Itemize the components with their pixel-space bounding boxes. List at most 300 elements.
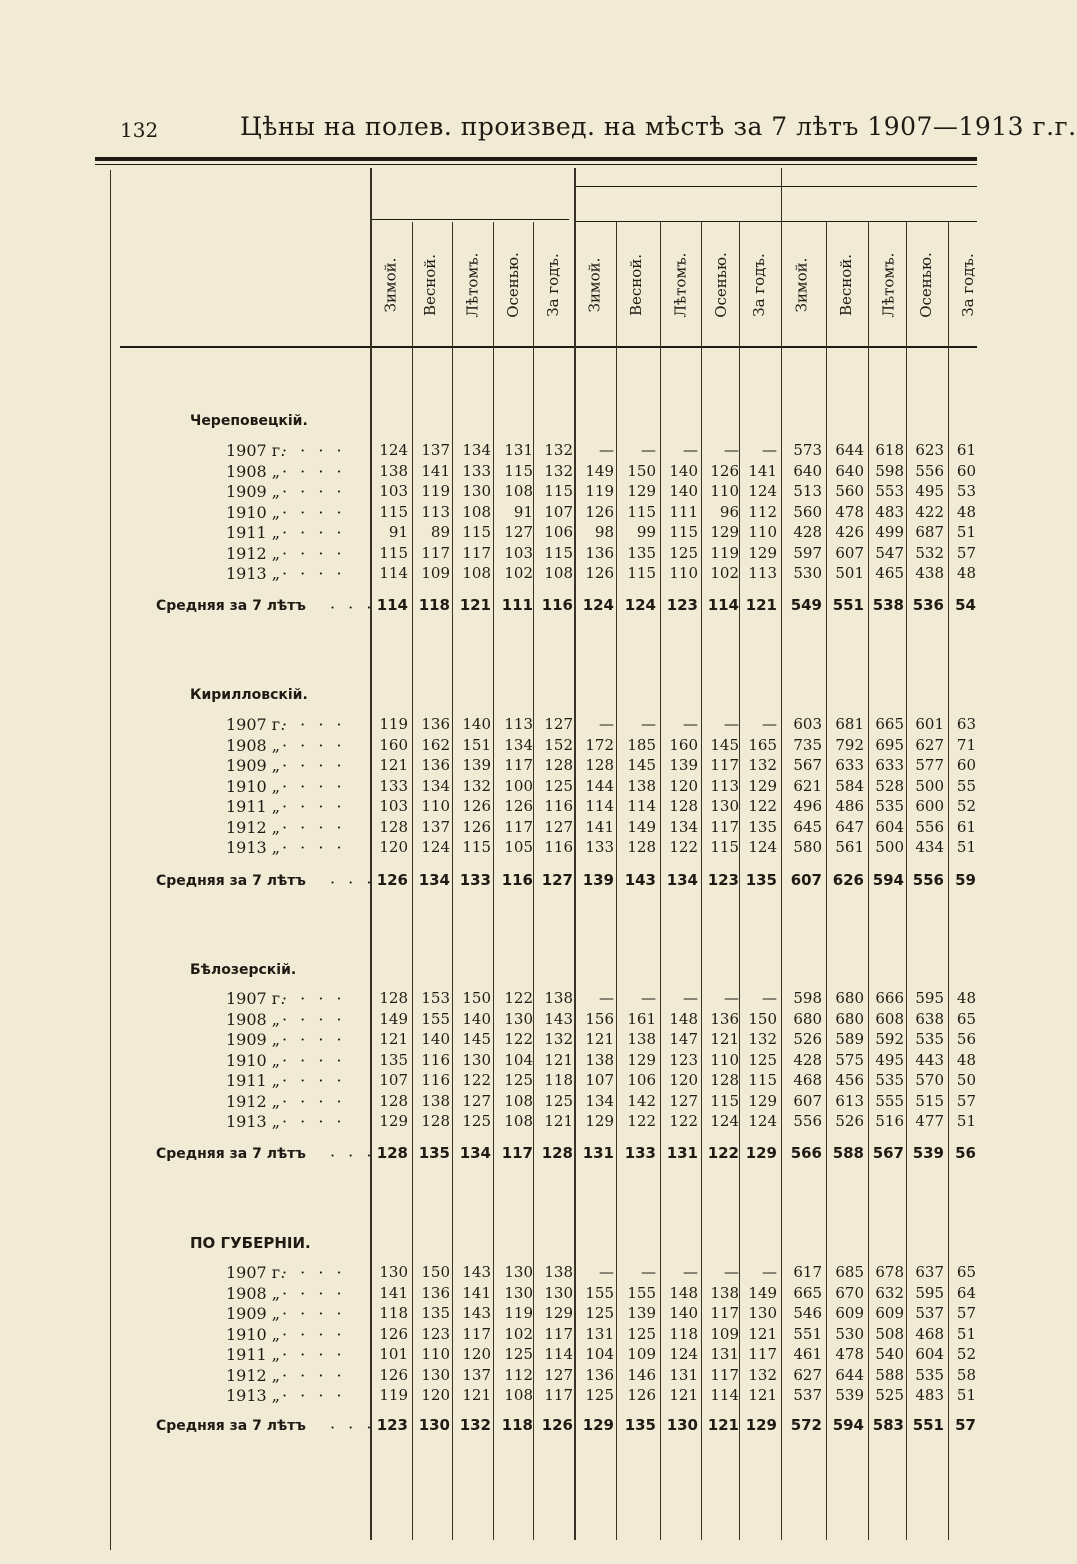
table-cell: 597 <box>793 543 822 562</box>
table-cell: 117 <box>710 1304 739 1322</box>
section-title: ПО ГУБЕРНІИ. <box>190 1234 311 1252</box>
table-cell: 130 <box>504 1283 533 1302</box>
column-header-label: Зимой. <box>792 257 810 313</box>
table-cell: 51 <box>956 838 976 856</box>
table-cell: 172 <box>585 735 614 754</box>
average-cell: 129 <box>745 1144 777 1162</box>
table-cell: 118 <box>544 1071 573 1089</box>
table-cell: — <box>641 1263 656 1281</box>
table-cell: 115 <box>462 838 491 856</box>
average-cell: 131 <box>666 1144 698 1162</box>
table-cell: 110 <box>748 523 777 541</box>
table-cell: 127 <box>544 817 573 836</box>
table-cell: 477 <box>915 1112 944 1130</box>
table-cell: 108 <box>504 482 533 500</box>
average-cell: 127 <box>541 871 573 889</box>
table-cell: 48 <box>956 1050 976 1069</box>
table-cell: 150 <box>627 461 656 480</box>
table-cell: 125 <box>504 1345 533 1363</box>
table-cell: 136 <box>585 1365 614 1384</box>
table-cell: 121 <box>379 1030 408 1048</box>
table-cell: 128 <box>379 817 408 836</box>
average-cell: 135 <box>418 1144 450 1162</box>
table-cell: 121 <box>748 1386 777 1404</box>
table-cell: 584 <box>835 776 864 795</box>
leader-dots: · · · · <box>282 1050 346 1070</box>
average-cell: 118 <box>418 596 450 614</box>
table-cell: 117 <box>748 1345 777 1363</box>
average-cell: 117 <box>501 1144 533 1162</box>
table-cell: 117 <box>710 1365 739 1384</box>
table-cell: 483 <box>875 502 904 521</box>
table-cell: 134 <box>669 817 698 836</box>
muka-subrule <box>574 186 977 187</box>
table-cell: 608 <box>875 1009 904 1028</box>
table-cell: 145 <box>627 756 656 774</box>
table-cell: — <box>762 715 777 733</box>
leader-dots: · · · · <box>282 1283 346 1303</box>
average-cell: 130 <box>666 1416 698 1434</box>
table-cell: 102 <box>710 564 739 582</box>
average-cell: 551 <box>832 596 864 614</box>
table-cell: 106 <box>544 523 573 541</box>
leader-dots: · · · · <box>282 1365 346 1385</box>
average-cell: 59 <box>955 871 976 889</box>
table-cell: 609 <box>835 1304 864 1322</box>
table-cell: 151 <box>462 735 491 754</box>
table-cell: 107 <box>544 502 573 521</box>
table-cell: 124 <box>748 1112 777 1130</box>
table-cell: 126 <box>504 797 533 815</box>
table-cell: 623 <box>915 441 944 459</box>
table-cell: 110 <box>669 564 698 582</box>
table-cell: 153 <box>421 989 450 1007</box>
table-cell: 110 <box>421 1345 450 1363</box>
table-cell: 130 <box>544 1283 573 1302</box>
table-cell: 132 <box>748 1030 777 1048</box>
column-header-spring <box>410 230 450 340</box>
table-cell: 115 <box>710 1091 739 1110</box>
table-cell: 130 <box>462 1050 491 1069</box>
table-cell: 560 <box>835 482 864 500</box>
table-cell: 141 <box>585 817 614 836</box>
table-cell: 130 <box>504 1263 533 1281</box>
year-label: 1911 „ <box>226 523 281 542</box>
table-cell: 148 <box>669 1009 698 1028</box>
table-cell: 125 <box>462 1112 491 1130</box>
table-cell: 60 <box>956 756 976 774</box>
table-cell: 104 <box>504 1050 533 1069</box>
table-cell: 48 <box>956 564 976 582</box>
table-cell: 104 <box>585 1345 614 1363</box>
table-cell: 125 <box>544 1091 573 1110</box>
year-label: 1907 г. <box>226 441 286 460</box>
year-label: 1907 г. <box>226 989 286 1008</box>
average-cell: 57 <box>955 1416 976 1434</box>
table-cell: 132 <box>748 756 777 774</box>
table-cell: 51 <box>956 1386 976 1404</box>
table-cell: 530 <box>793 564 822 582</box>
table-cell: 115 <box>379 502 408 521</box>
table-cell: — <box>641 989 656 1007</box>
table-cell: 124 <box>421 838 450 856</box>
leader-dots: · · · · <box>282 817 346 837</box>
column-header-label: Весной. <box>837 253 856 317</box>
table-cell: 145 <box>462 1030 491 1048</box>
column-header-spring <box>826 230 866 340</box>
table-cell: 131 <box>710 1345 739 1363</box>
table-cell: 131 <box>669 1365 698 1384</box>
year-label: 1910 „ <box>226 1050 281 1070</box>
table-cell: 125 <box>504 1071 533 1089</box>
table-cell: 138 <box>379 461 408 480</box>
table-cell: 555 <box>875 1091 904 1110</box>
table-cell: 138 <box>421 1091 450 1110</box>
average-cell: 121 <box>707 1416 739 1434</box>
table-cell: 598 <box>793 989 822 1007</box>
table-cell: 116 <box>421 1050 450 1069</box>
table-cell: 422 <box>915 502 944 521</box>
table-cell: 108 <box>462 564 491 582</box>
table-cell: 113 <box>504 715 533 733</box>
table-cell: 537 <box>793 1386 822 1404</box>
year-label: 1910 „ <box>226 502 281 522</box>
average-cell: 128 <box>376 1144 408 1162</box>
table-cell: 120 <box>669 776 698 795</box>
table-cell: 122 <box>669 1112 698 1130</box>
table-cell: 114 <box>379 564 408 582</box>
table-cell: 687 <box>915 523 944 541</box>
column-header-spring <box>616 230 656 340</box>
average-cell: 118 <box>501 1416 533 1434</box>
table-cell: 500 <box>915 776 944 795</box>
column-header-summer <box>868 230 908 340</box>
table-cell: 140 <box>669 1304 698 1322</box>
table-cell: 139 <box>627 1304 656 1322</box>
table-cell: 546 <box>793 1304 822 1322</box>
table-cell: 48 <box>956 502 976 521</box>
column-header-label: Лѣтомъ. <box>671 252 689 318</box>
page-title: Цѣны на полев. произвед. на мѣстѣ за 7 лѣтъ 1907—1913 г.г. <box>240 112 1077 141</box>
leader-dots: · · · · <box>282 756 346 775</box>
table-cell: 48 <box>956 989 976 1007</box>
average-cell: 143 <box>624 871 656 889</box>
table-cell: 150 <box>748 1009 777 1028</box>
table-cell: 146 <box>627 1365 656 1384</box>
average-cell: 135 <box>745 871 777 889</box>
table-cell: 126 <box>462 817 491 836</box>
table-cell: 128 <box>710 1071 739 1089</box>
table-cell: 621 <box>793 776 822 795</box>
pud-subrule <box>574 221 977 222</box>
table-cell: 130 <box>379 1263 408 1281</box>
table-cell: 135 <box>748 817 777 836</box>
table-cell: 61 <box>956 817 976 836</box>
table-cell: 577 <box>915 756 944 774</box>
table-cell: 130 <box>421 1365 450 1384</box>
average-cell: 549 <box>790 596 822 614</box>
table-cell: — <box>762 989 777 1007</box>
table-cell: 117 <box>462 543 491 562</box>
table-cell: 91 <box>513 502 533 521</box>
average-cell: 123 <box>666 596 698 614</box>
table-cell: 126 <box>627 1386 656 1404</box>
table-cell: 115 <box>504 461 533 480</box>
table-cell: 119 <box>504 1304 533 1322</box>
top-rule-thick <box>95 157 977 161</box>
column-header-autumn <box>906 230 946 340</box>
table-cell: 535 <box>915 1030 944 1048</box>
table-cell: 117 <box>710 817 739 836</box>
column-header-winter <box>370 230 410 340</box>
table-cell: 119 <box>585 482 614 500</box>
table-cell: 508 <box>875 1324 904 1343</box>
table-cell: 486 <box>835 797 864 815</box>
table-cell: 499 <box>875 523 904 541</box>
table-cell: 678 <box>875 1263 904 1281</box>
table-cell: 680 <box>835 989 864 1007</box>
year-label: 1913 „ <box>226 564 281 583</box>
table-cell: 96 <box>719 502 739 521</box>
average-cell: 135 <box>624 1416 656 1434</box>
leader-dots: · · · · <box>282 1324 346 1344</box>
table-cell: 121 <box>710 1030 739 1048</box>
average-label: Средняя за 7 лѣтъ <box>156 873 306 889</box>
table-cell: 51 <box>956 1112 976 1130</box>
table-cell: 141 <box>379 1283 408 1302</box>
table-cell: 515 <box>915 1091 944 1110</box>
column-header-year <box>948 230 988 340</box>
column-header-winter <box>781 230 821 340</box>
year-label: 1908 „ <box>226 1009 281 1029</box>
table-cell: 117 <box>504 756 533 774</box>
table-cell: 121 <box>585 1030 614 1048</box>
table-cell: 456 <box>835 1071 864 1089</box>
table-cell: 119 <box>379 715 408 733</box>
leader-dots: · · · <box>330 873 376 892</box>
table-cell: 102 <box>504 1324 533 1343</box>
average-cell: 121 <box>745 596 777 614</box>
table-cell: 570 <box>915 1071 944 1089</box>
table-cell: 129 <box>627 482 656 500</box>
leader-dots: · · · · <box>282 838 346 857</box>
table-cell: 553 <box>875 482 904 500</box>
table-cell: 540 <box>875 1345 904 1363</box>
section-title: Бѣлозерскій. <box>190 962 297 978</box>
column-header-label: Лѣтомъ. <box>463 252 481 318</box>
table-cell: 136 <box>585 543 614 562</box>
table-cell: 116 <box>544 838 573 856</box>
table-cell: 134 <box>504 735 533 754</box>
table-cell: 125 <box>669 543 698 562</box>
table-cell: 121 <box>544 1050 573 1069</box>
table-cell: 137 <box>421 817 450 836</box>
table-cell: 57 <box>956 1304 976 1322</box>
table-cell: 478 <box>835 1345 864 1363</box>
table-cell: 107 <box>379 1071 408 1089</box>
year-label: 1909 „ <box>226 1304 281 1323</box>
table-cell: 139 <box>669 756 698 774</box>
leader-dots: · · · · <box>282 441 346 460</box>
table-cell: 604 <box>875 817 904 836</box>
table-cell: 117 <box>544 1324 573 1343</box>
table-cell: 128 <box>627 838 656 856</box>
table-cell: 117 <box>544 1386 573 1404</box>
year-label: 1911 „ <box>226 1071 281 1090</box>
column-header-year <box>739 230 779 340</box>
table-cell: 132 <box>462 776 491 795</box>
table-cell: 525 <box>875 1386 904 1404</box>
table-cell: 695 <box>875 735 904 754</box>
average-cell: 123 <box>376 1416 408 1434</box>
table-cell: 71 <box>956 735 976 754</box>
average-cell: 131 <box>582 1144 614 1162</box>
table-cell: 513 <box>793 482 822 500</box>
table-cell: 53 <box>956 482 976 500</box>
table-cell: 165 <box>748 735 777 754</box>
table-cell: 120 <box>462 1345 491 1363</box>
table-cell: 160 <box>379 735 408 754</box>
table-cell: 526 <box>793 1030 822 1048</box>
average-label: Средняя за 7 лѣтъ <box>156 1418 306 1434</box>
year-label: 1910 „ <box>226 776 281 796</box>
year-label: 1907 г. <box>226 1263 286 1282</box>
table-cell: 604 <box>915 1345 944 1363</box>
table-cell: 143 <box>462 1304 491 1322</box>
table-cell: 98 <box>594 523 614 541</box>
table-cell: — <box>683 715 698 733</box>
table-cell: 138 <box>710 1283 739 1302</box>
left-border <box>110 170 111 1550</box>
table-cell: 115 <box>462 523 491 541</box>
table-cell: 149 <box>748 1283 777 1302</box>
table-cell: 129 <box>585 1112 614 1130</box>
leader-dots: · · · · <box>282 1071 346 1090</box>
table-cell: — <box>724 989 739 1007</box>
table-cell: 468 <box>793 1071 822 1089</box>
table-cell: 129 <box>710 523 739 541</box>
table-cell: 135 <box>421 1304 450 1322</box>
table-cell: 665 <box>793 1283 822 1302</box>
year-label: 1913 „ <box>226 1112 281 1131</box>
average-cell: 134 <box>418 871 450 889</box>
table-cell: 115 <box>379 543 408 562</box>
average-cell: 124 <box>582 596 614 614</box>
table-cell: 125 <box>748 1050 777 1069</box>
average-cell: 539 <box>912 1144 944 1162</box>
column-header-label: Лѣтомъ. <box>879 252 897 318</box>
column-header-autumn <box>493 230 533 340</box>
table-cell: 63 <box>956 715 976 733</box>
table-cell: 52 <box>956 797 976 815</box>
table-cell: 149 <box>585 461 614 480</box>
table-cell: 138 <box>544 989 573 1007</box>
table-cell: 468 <box>915 1324 944 1343</box>
column-header-label: За годъ. <box>750 253 768 317</box>
table-cell: 128 <box>379 1091 408 1110</box>
table-cell: 123 <box>421 1324 450 1343</box>
table-cell: 556 <box>793 1112 822 1130</box>
table-cell: 117 <box>504 817 533 836</box>
table-cell: 561 <box>835 838 864 856</box>
table-cell: — <box>683 1263 698 1281</box>
column-header-label: Осенью. <box>504 252 523 318</box>
table-cell: 185 <box>627 735 656 754</box>
table-cell: 580 <box>793 838 822 856</box>
average-label: Средняя за 7 лѣтъ <box>156 1146 306 1162</box>
table-cell: 128 <box>585 756 614 774</box>
table-cell: 627 <box>915 735 944 754</box>
table-cell: 516 <box>875 1112 904 1130</box>
average-cell: 594 <box>872 871 904 889</box>
leader-dots: · · · · <box>282 1030 346 1049</box>
leader-dots: · · · · <box>282 523 346 542</box>
table-cell: 150 <box>421 1263 450 1281</box>
table-cell: 592 <box>875 1030 904 1048</box>
table-cell: 137 <box>421 441 450 459</box>
table-cell: 152 <box>544 735 573 754</box>
table-cell: 141 <box>748 461 777 480</box>
table-cell: 91 <box>388 523 408 541</box>
table-cell: 609 <box>875 1304 904 1322</box>
average-cell: 123 <box>707 871 739 889</box>
average-cell: 566 <box>790 1144 822 1162</box>
table-cell: 115 <box>748 1071 777 1089</box>
table-cell: 129 <box>627 1050 656 1069</box>
table-cell: — <box>599 989 614 1007</box>
table-cell: 161 <box>627 1009 656 1028</box>
table-cell: 64 <box>956 1283 976 1302</box>
table-cell: 601 <box>915 715 944 733</box>
table-cell: 109 <box>421 564 450 582</box>
table-cell: 130 <box>748 1304 777 1322</box>
table-cell: 155 <box>585 1283 614 1302</box>
table-cell: 532 <box>915 543 944 562</box>
table-cell: 114 <box>710 1386 739 1404</box>
year-label: 1908 „ <box>226 735 281 755</box>
table-cell: 115 <box>710 838 739 856</box>
table-cell: 125 <box>585 1304 614 1322</box>
average-cell: 129 <box>745 1416 777 1434</box>
table-cell: 644 <box>835 441 864 459</box>
table-cell: — <box>599 1263 614 1281</box>
table-cell: 61 <box>956 441 976 459</box>
table-cell: 133 <box>462 461 491 480</box>
table-cell: 556 <box>915 817 944 836</box>
column-header-year <box>533 230 573 340</box>
table-cell: 495 <box>875 1050 904 1069</box>
table-cell: 140 <box>669 461 698 480</box>
average-cell: 126 <box>541 1416 573 1434</box>
column-header-label: Зимой. <box>381 257 399 313</box>
table-cell: 735 <box>793 735 822 754</box>
column-header-label: Осенью. <box>917 252 936 318</box>
table-cell: 60 <box>956 461 976 480</box>
table-cell: 119 <box>379 1386 408 1404</box>
table-cell: 573 <box>793 441 822 459</box>
table-cell: 156 <box>585 1009 614 1028</box>
table-cell: 147 <box>669 1030 698 1048</box>
year-label: 1912 „ <box>226 817 281 837</box>
year-label: 1909 „ <box>226 482 281 501</box>
table-cell: 128 <box>544 756 573 774</box>
table-cell: 131 <box>504 441 533 459</box>
table-cell: 103 <box>379 797 408 815</box>
section-title: Кирилловскій. <box>190 687 308 703</box>
table-cell: 647 <box>835 817 864 836</box>
table-cell: 640 <box>835 461 864 480</box>
leader-dots: · · · <box>330 1146 376 1165</box>
